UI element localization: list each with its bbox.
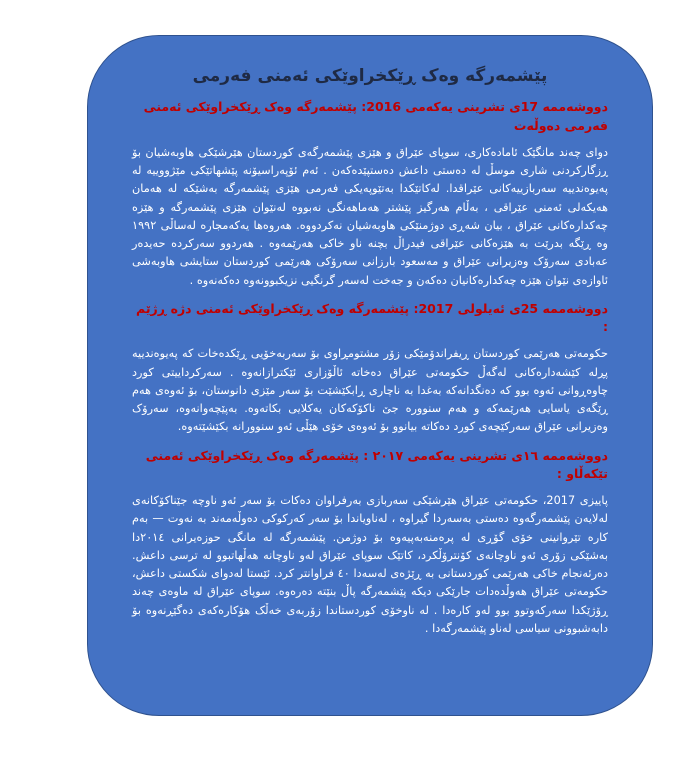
document-title: پێشمەرگە وەک ڕێکخراوێکی ئەمنی فەرمی — [192, 66, 548, 86]
document-card — [87, 35, 653, 716]
section-heading-1: دووشەممە 17ی تشرینی یەکەمی 2016: پێشمەرگە وەک ڕێکخراوێکی ئەمنی فەرمی دەوڵەت — [143, 99, 608, 133]
section-heading-3: دووشەممە ١٦ی تشرینی یەکەمی ٢٠١٧ : پێشمەرگە وەک ڕێکخراوێکی ئەمنی تێکەڵاو : — [145, 447, 608, 481]
section-body-2: حکومەتی هەرێمی کوردستان ڕیفراندۆمێکی زۆر مشتومڕاوی بۆ سەربەخۆیی ڕێکدەخات کە پەیوەندییە پڕلە کێشەدارەکانی لەگەڵ حکومەتی عێراق دەخاتە ئاڵۆزاری ئێکترازانەوە . سەرکرداییتی کورد چاوەڕوانی ئەوە بوو کە دەنگدانەکە بەغدا بە ناچاری ڕابکێشێت بۆ سەر مێزی دانوستان، بۆ ئەوەی هەم ڕێگەی یاسایی هەرێمەکە و هەم سنووره جێ ناکۆکەکان یەکلایی بکاتەوە. بەپێچەوانەوە، سەرۆک وەزیرانی عێراق سەرکێچەی کورد دەکاتە بیانوو بۆ ئەوەی خۆی هێڵی ئەو سنوورانە بکێشێتەوە. — [132, 347, 608, 434]
section-heading-2: دووشەممە 25ی ئەیلولی 2017: پێشمەرگە وەک ڕێکخراوێکی ئەمنی دژە ڕژێم : — [136, 301, 608, 335]
section-body-3: پاییزی 2017، حکومەتی عێراق هێرشێکی سەربازی بەرفراوان دەکات بۆ سەر ئەو ناوچە جێناکۆکانەی لەلایەن پێشمەرگەوە دەستی بەسەردا گیراوە ، لەناوياندا بۆ سەر کەرکوکی دەوڵەمەند بە نەوت — بەم کارە تێروانینی خۆی گۆڕی لە پرەمنەبەپیەوە بۆ دوژمن. پێشمەرگە لە مانگی حوزەیرانی ٢٠١٤دا بەشێکی زۆری ئەو ناوچانەی کۆنترۆڵکرد، کاتێک سوپای عێراق لەو ناوچانە هەڵهاتبوو لە ترسی داعش. دەرئەنجام خاکی هەرێمی کوردستانی بە ڕێژەی لەسەدا ٤٠ فراوانتر کرد. ئێستا لەدوای شکستی داعش، حکومەتی عێراق هەوڵدەدات جارێکی دیکە پێشمەرگە پاڵ بنێتە دەرەوە. سوپای عێراق لە ماوەی چەند ڕۆژێکدا سەرکەوتوو بوو لەو کارەدا . لە ناوخۆی کوردستاندا زۆربەی خەڵک هۆکارەکەی دەگێڕنەوە بۆ دابەشبوونی سیاسی لەناو پێشمەرگەدا . — [132, 494, 608, 636]
section-body-1: دوای چەند مانگێک ئامادەکاری، سوپای عێراق و هێزی پێشمەرگەی کوردستان هێرشێکی هاوبەشیان بۆ ڕزگارکردنی شاری موسڵ لە دەستی داعش دەستپێدەکەن . ئەم ئۆپەراسیۆنە پێشهاتێکی مێژووییە لە پەیوەندییە سەربازییەکانی عێراقدا. لەکاتێکدا بەتێوپەیکی فەرمی هێزی پێشمەرگە بەشێکە لە هەمان هەیکەلی ئەمنی عێراقی ، بەڵام هەرگیز پێشتر هەماهەنگی نەبووە لەنێوان هێزی پێشمەرگە و هێزە چەکدارەکانی عێراق ، بیان شەڕی دوژمنێکی هاوبەشیان نەکردووە. هەروەها یەکەمجارە لەساڵی ١٩٩٢ وە ڕێگە بدرێت بە هێزەکانی عێراقی فیدراڵ بچنە ناو خاکی هەرێمەوە . هەردوو سەرکردە حەیدەر عەبادی سەرۆک وەزیرانی عێراق و مەسعود بارزانی سەرۆکی هەرێمی کوردستان ستایشی هاوبەشی ئاوازەی نێوان هێزە چەکدارەکانیان دەکەن و جەخت لەسەر گرنگیی نزیکبوونەوە دەکەنەوە . — [132, 145, 608, 287]
